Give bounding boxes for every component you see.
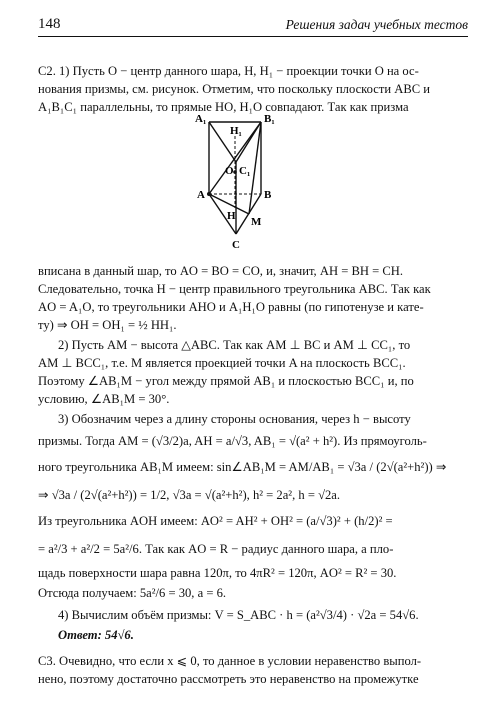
- label-b: B: [264, 189, 272, 201]
- label-b1: B₁: [264, 113, 275, 125]
- label-c: C: [232, 239, 240, 251]
- text-line: условию, ∠AB₁M = 30°.: [38, 392, 170, 406]
- label-a1: A₁: [195, 113, 207, 125]
- label-m: M: [251, 216, 262, 228]
- label-c1: C₁: [239, 165, 251, 177]
- text-line: Отсюда получаем: 5a²/6 = 30, a = 6.: [38, 586, 227, 600]
- text-line: нено, поэтому достаточно рассмотреть это неравенство на промежутке: [38, 672, 419, 686]
- text-line: 3) Обозначим через a длину стороны основания, через h − высоту: [58, 412, 411, 426]
- text-line: 4) Вычислим объём призмы: V = S_ABC · h = (a²√3/4) · √2a = 54√6.: [58, 608, 419, 622]
- label-h: H: [227, 210, 236, 222]
- text-line: призмы. Тогда AM = (√3/2)a, AH = a/√3, AB₁ = √(a² + h²). Из прямоуголь-: [38, 434, 427, 448]
- text-line: нования призмы, см. рисунок. Отметим, что поскольку плоскости ABC и: [38, 82, 431, 96]
- prism-figure: [185, 108, 295, 258]
- page-header: [38, 14, 468, 37]
- text-line: ту) ⇒ OH = OH₁ = ½ HH₁.: [38, 318, 177, 332]
- label-a: A: [197, 189, 205, 201]
- text-line: ного треугольника AB₁M имеем: sin∠AB₁M = AM/AB₁ = √3a / (2√(a²+h²)) ⇒: [38, 460, 447, 474]
- text-line: A₁B₁C₁ параллельны, то прямые HO, H₁O совпадают. Так как призма: [38, 100, 409, 114]
- text-line: Из треугольника AOH имеем: AO² = AH² + OH² = (a/√3)² + (h/2)² =: [38, 514, 393, 528]
- text-line: AM ⊥ BCC₁, т.е. M является проекцией точки A на плоскость BCC₁.: [38, 356, 406, 370]
- label-h1: H₁: [230, 125, 242, 137]
- text-line: вписана в данный шар, то AO = BO = CO, и, значит, AH = BH = CH.: [38, 264, 403, 278]
- text-line: AO = A₁O, то треугольники AHO и A₁H₁O равны (по гипотенузе и кате-: [38, 300, 424, 314]
- text-line: ⇒ √3a / (2√(a²+h²)) = 1/2, √3a = √(a²+h²), h² = 2a², h = √2a.: [38, 488, 341, 502]
- text-line: С3. Очевидно, что если x ⩽ 0, то данное в условии неравенство выпол-: [38, 654, 422, 668]
- page-number: 148: [38, 16, 61, 32]
- text-line: щадь поверхности шара равна 120π, то 4πR² = 120π, AO² = R² = 30.: [38, 566, 397, 580]
- text-line: Поэтому ∠AB₁M − угол между прямой AB₁ и плоскостью BCC₁ и, по: [38, 374, 414, 388]
- label-o: O: [225, 165, 234, 177]
- text-line: С2. 1) Пусть O − центр данного шара, H, H₁ − проекции точки O на ос-: [38, 64, 419, 78]
- text-line: = a²/3 + a²/2 = 5a²/6. Так как AO = R − радиус данного шара, а пло-: [38, 542, 394, 556]
- text-line: 2) Пусть AM − высота △ABC. Так как AM ⊥ BC и AM ⊥ CC₁, то: [58, 338, 411, 352]
- running-title: Решения задач учебных тестов: [285, 17, 468, 32]
- text-line: Следовательно, точка H − центр правильного треугольника ABC. Так как: [38, 282, 431, 296]
- answer-line: Ответ: 54√6.: [58, 628, 134, 642]
